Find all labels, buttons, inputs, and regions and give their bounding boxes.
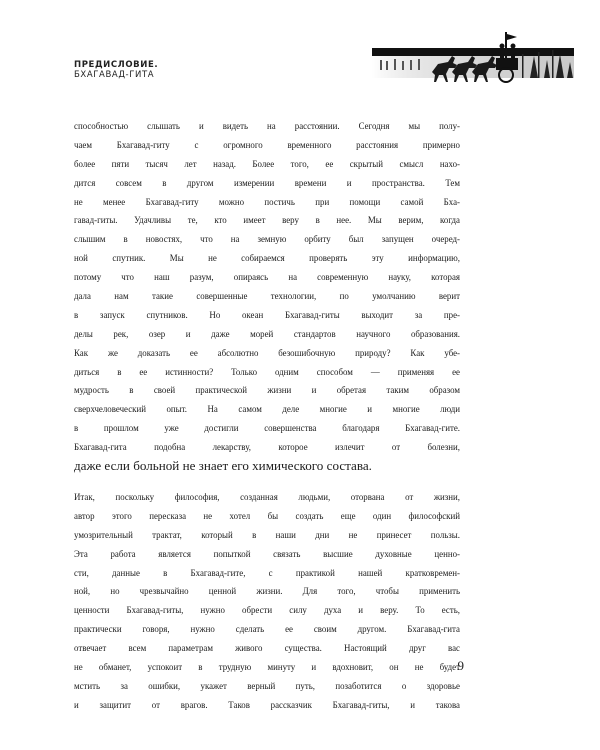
text-line: Эта работа является попыткой связать высшие духовные ценно- [74, 548, 460, 559]
text-line: слышим в новостях, что на земную орбиту был запущен очеред- [74, 234, 460, 245]
text-line: мудрость в своей практической жизни и обретая таким образом [74, 385, 460, 396]
paragraph-2 [74, 488, 460, 715]
paragraph-1 [74, 117, 460, 476]
text-line: и защитит от врагов. Таков рассказчик Бхагавад-гиты, и такова [74, 699, 460, 710]
page-number: 9 [457, 658, 464, 673]
running-header [74, 60, 158, 80]
text-line: делы рек, озер и даже морей стандартов научного образования. [74, 328, 460, 339]
paragraph-gap [74, 476, 460, 488]
text-line: умозрительный трактат, который в наши дни не принесет пользы. [74, 529, 460, 540]
text-line: практически говоря, нужно сделать ее своим другом. Бхагавад-гита [74, 624, 460, 635]
text-line: в прошлом уже достигли совершенства благодаря Бхагавад-гите. [74, 423, 460, 434]
text-line: автор этого пересказа не хотел бы создать еще один философский [74, 510, 460, 521]
running-header-section: ПРЕДИСЛОВИЕ. [74, 60, 159, 70]
text-line: сверхчеловеческий опыт. На самом деле многие и многие люди [74, 404, 460, 415]
body-text [74, 117, 460, 715]
text-line: ной, но чрезвычайно ценной жизни. Для того, чтобы применить [74, 586, 460, 597]
text-line: Бхагавад-гита подобна лекарству, которое излечит от болезни, [74, 442, 460, 453]
text-line: диться в ее истинности? Только одним способом — применяя ее [74, 366, 460, 377]
text-line: даже если больной не знает его химического состава. [74, 458, 372, 474]
text-line: дится совсем в другом измерении времени и пространства. Тем [74, 177, 460, 188]
text-line: гавад-гиты. Удачливы те, кто имеет веру в нее. Мы верим, когда [74, 215, 460, 226]
text-line: чаем Бхагавад-гиту с огромного временного расстояния примерно [74, 139, 460, 150]
text-line: способностью слышать и видеть на расстоянии. Сегодня мы полу- [74, 121, 460, 131]
text-line: сти, данные в Бхагавад-гите, с практикой нашей кратковремен- [74, 567, 460, 578]
running-header-title: БХАГАВАД-ГИТА [74, 70, 155, 80]
text-line: более пяти тысяч лет назад. Более того, ее скрытый смысл нахо- [74, 158, 460, 169]
text-line: Как же доказать ее абсолютно безошибочную природу? Как убе- [74, 347, 460, 358]
text-line: Итак, поскольку философия, созданная людьми, оторвана от жизни, [74, 491, 460, 502]
text-line: не обманет, успокоит в трудную минуту и вдохновит, он не будет [74, 661, 460, 672]
text-line: дала нам такие совершенные технологии, по умолчанию верит [74, 291, 460, 302]
text-line: мстить за ошибки, укажет верный путь, позаботится о здоровье [74, 680, 460, 691]
text-line: не менее Бхагавад-гиту можно постичь при помощи самой Бха- [74, 196, 460, 207]
text-line: потому что наш разум, опираясь на современную науку, которая [74, 272, 460, 283]
chariot-and-horses-illustration [372, 28, 574, 94]
text-line: отвечает всем параметрам живого существа. Настоящий друг вас [74, 643, 460, 654]
text-line: в запуск спутников. Но океан Бхагавад-гиты выходит за пре- [74, 309, 460, 320]
text-line: ценности Бхагавад-гиты, нужно обрести силу духа и веру. То есть, [74, 605, 460, 616]
text-line: ной спутник. Мы не собираемся проверять эту информацию, [74, 253, 460, 264]
